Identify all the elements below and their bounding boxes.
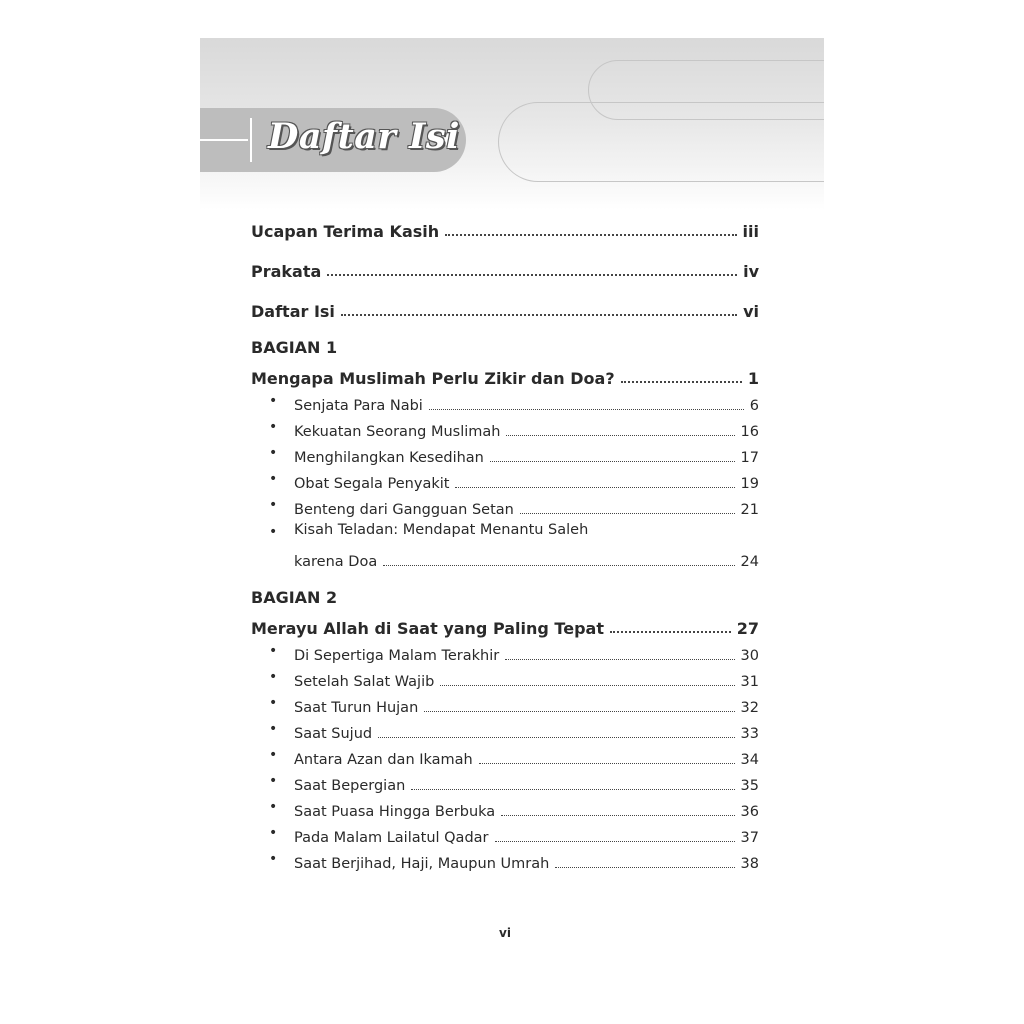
toc-subentry[interactable] xyxy=(294,718,759,742)
bullet-icon: • xyxy=(269,825,278,841)
bullet-icon: • xyxy=(269,851,278,867)
section-heading: BAGIAN 2 xyxy=(251,588,338,607)
toc-subentry[interactable] xyxy=(294,640,759,664)
dot-leader xyxy=(429,409,744,410)
toc-entry-label: Di Sepertiga Malam Terakhir xyxy=(294,648,500,664)
toc-entry-label: Pada Malam Lailatul Qadar xyxy=(294,830,489,846)
toc-entry-page: 6 xyxy=(749,398,759,414)
dot-leader xyxy=(327,274,737,276)
dot-leader xyxy=(490,461,735,462)
toc-entry-label: Saat Puasa Hingga Berbuka xyxy=(294,804,496,820)
dot-leader xyxy=(445,234,736,236)
page-number: vi xyxy=(499,926,511,940)
toc-subentry-line1[interactable]: Kisah Teladan: Mendapat Menantu Saleh xyxy=(294,522,589,538)
bullet-icon: • xyxy=(269,445,278,461)
toc-entry-page: 1 xyxy=(747,369,759,388)
toc-entry-label: Benteng dari Gangguan Setan xyxy=(294,502,514,518)
toc-entry-page: 31 xyxy=(740,674,759,690)
toc-subentry[interactable] xyxy=(294,494,759,518)
toc-entry-label: Saat Bepergian xyxy=(294,778,406,794)
toc-subentry[interactable] xyxy=(294,848,759,872)
dot-leader xyxy=(520,513,735,514)
toc-subentry[interactable] xyxy=(294,390,759,414)
toc-entry-page: 30 xyxy=(740,648,759,664)
dot-leader xyxy=(411,789,734,790)
toc-entry-page: 35 xyxy=(740,778,759,794)
dot-leader xyxy=(378,737,734,738)
decorative-pill-shape xyxy=(498,102,824,182)
toc-subentry[interactable] xyxy=(294,666,759,690)
dot-leader xyxy=(495,841,735,842)
toc-entry-page: 36 xyxy=(740,804,759,820)
toc-entry-page: 27 xyxy=(736,619,759,638)
toc-entry-page: 24 xyxy=(740,554,759,570)
toc-subentry[interactable] xyxy=(294,822,759,846)
toc-entry-label: Daftar Isi xyxy=(251,302,335,321)
toc-entry-label: Setelah Salat Wajib xyxy=(294,674,435,690)
dot-leader xyxy=(610,631,731,633)
toc-entry-label: Obat Segala Penyakit xyxy=(294,476,450,492)
toc-entry-page: 32 xyxy=(740,700,759,716)
toc-entry-label: Mengapa Muslimah Perlu Zikir dan Doa? xyxy=(251,369,615,388)
toc-entry-page: 16 xyxy=(740,424,759,440)
toc-entry-page: 19 xyxy=(740,476,759,492)
title-rule xyxy=(200,139,248,141)
toc-entry[interactable] xyxy=(251,217,759,241)
bullet-icon: • xyxy=(269,747,278,763)
bullet-icon: • xyxy=(269,497,278,513)
toc-entry-page: 17 xyxy=(740,450,759,466)
dot-leader xyxy=(383,565,734,566)
toc-entry-label: Merayu Allah di Saat yang Paling Tepat xyxy=(251,619,604,638)
chapter-header-band xyxy=(200,38,824,210)
bullet-icon: • xyxy=(269,643,278,659)
toc-subentry[interactable] xyxy=(294,796,759,820)
bullet-icon: • xyxy=(269,773,278,789)
toc-entry-page: iii xyxy=(742,222,759,241)
toc-entry-page: 37 xyxy=(740,830,759,846)
chapter-entry[interactable] xyxy=(251,614,759,638)
toc-entry-label: Ucapan Terima Kasih xyxy=(251,222,440,241)
toc-entry[interactable] xyxy=(251,297,759,321)
toc-entry-page: 34 xyxy=(740,752,759,768)
toc-entry-page: 21 xyxy=(740,502,759,518)
toc-entry-page: vi xyxy=(743,302,759,321)
toc-entry-label: karena Doa xyxy=(294,554,378,570)
dot-leader xyxy=(341,314,737,316)
toc-subentry[interactable] xyxy=(294,468,759,492)
bullet-icon: • xyxy=(269,524,278,540)
bullet-icon: • xyxy=(269,721,278,737)
toc-entry-label: Kekuatan Seorang Muslimah xyxy=(294,424,501,440)
toc-entry-label: Saat Sujud xyxy=(294,726,373,742)
bullet-icon: • xyxy=(269,419,278,435)
section-heading: BAGIAN 1 xyxy=(251,338,338,357)
toc-entry-label: Senjata Para Nabi xyxy=(294,398,423,414)
bullet-icon: • xyxy=(269,695,278,711)
dot-leader xyxy=(455,487,734,488)
dot-leader xyxy=(621,381,742,383)
bullet-icon: • xyxy=(269,471,278,487)
toc-entry-page: 33 xyxy=(740,726,759,742)
dot-leader xyxy=(555,867,734,868)
title-tick xyxy=(250,118,252,162)
bullet-icon: • xyxy=(269,799,278,815)
toc-entry-label: Antara Azan dan Ikamah xyxy=(294,752,473,768)
chapter-entry[interactable] xyxy=(251,364,759,388)
toc-subentry[interactable] xyxy=(294,770,759,794)
toc-entry-label: Saat Berjihad, Haji, Maupun Umrah xyxy=(294,856,550,872)
toc-entry-label: Menghilangkan Kesedihan xyxy=(294,450,484,466)
toc-subentry[interactable] xyxy=(294,442,759,466)
toc-subentry[interactable] xyxy=(294,744,759,768)
dot-leader xyxy=(501,815,734,816)
toc-entry-page: 38 xyxy=(740,856,759,872)
bullet-icon: • xyxy=(269,393,278,409)
book-page xyxy=(200,38,824,988)
toc-entry-label: Saat Turun Hujan xyxy=(294,700,419,716)
toc-subentry[interactable] xyxy=(294,692,759,716)
dot-leader xyxy=(440,685,734,686)
dot-leader xyxy=(479,763,735,764)
toc-subentry[interactable] xyxy=(294,546,759,570)
page-title: Daftar Isi xyxy=(268,116,460,157)
bullet-icon: • xyxy=(269,669,278,685)
dot-leader xyxy=(506,435,734,436)
toc-subentry[interactable] xyxy=(294,416,759,440)
dot-leader xyxy=(505,659,734,660)
dot-leader xyxy=(424,711,734,712)
toc-entry-label: Prakata xyxy=(251,262,322,281)
toc-entry[interactable] xyxy=(251,257,759,281)
toc-entry-page: iv xyxy=(743,262,759,281)
